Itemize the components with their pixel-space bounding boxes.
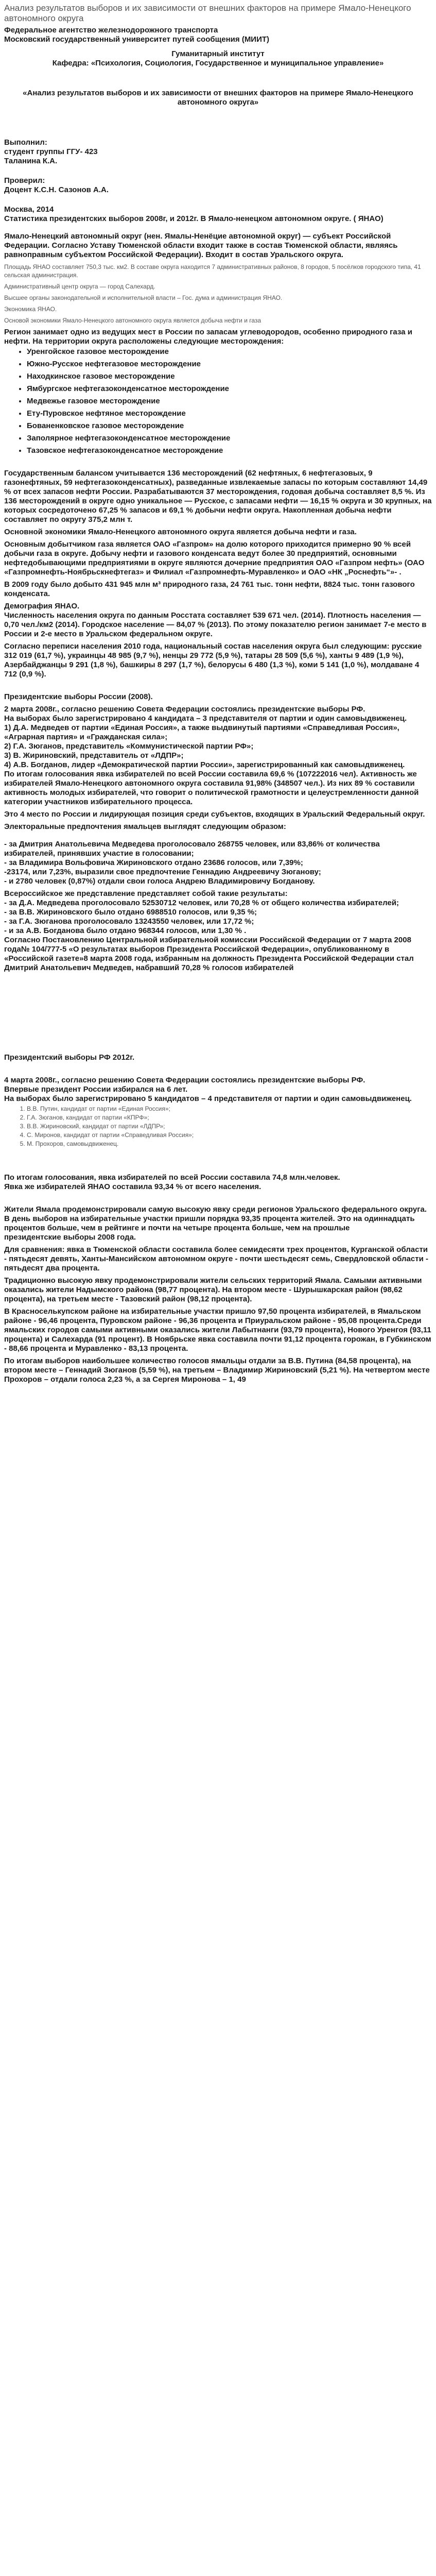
list-item: • Ямбургское нефтегазоконденсатное месторождение bbox=[27, 384, 432, 394]
intro-paragraph: Ямало-Ненецкий автономный округ (нен. Ямалы-Ненёцие автономной округ) — субъект Российской Федерации. Согласно Уставу Тюменской области входит также в состав Тюменской области, являясь равноправным субъектом Российской Федерации). Входит в состав Уральского округа. bbox=[4, 232, 398, 259]
document-title: Анализ результатов выборов и их зависимости от внешних факторов на примере Ямало-Ненецкого автономного округа bbox=[4, 3, 411, 23]
list-item: • Тазовское нефтегазоконденсатное месторождение bbox=[27, 446, 432, 455]
list-item: • Медвежье газовое месторождение bbox=[27, 397, 432, 406]
pres2008-heading: Президентские выборы России (2008). bbox=[4, 692, 153, 701]
candidate-2008-1: 1) Д.А. Медведев от партии «Единая Россия», а также выдвинутый партиями «Справедливая Россия», «Аграрная партия» и «Гражданская сила»; bbox=[4, 723, 399, 741]
pres2012-text2: Впервые президент России избирался на 6 лет. bbox=[4, 1085, 188, 1094]
economy-heading: Экономика ЯНАО. bbox=[4, 306, 57, 313]
turnout-2012-yanao: Явка же избирателей ЯНАО составила 93,34 % от всего населения. bbox=[4, 1182, 261, 1191]
census-paragraph: Согласно переписи населения 2010 года, национальный состав населения округа был следующим: русские 312 019 (61,7 %), украинцы 48 985 (9,7 %), ненцы 29 772 (5,9 %), татары 28 509 (5,6 %), ханты 9 489 (1,9 %), Азербайджанцы 9 291 (1,8 %), башкиры 8 297 (1,7 %), белорусы 6 480 (1,3 %), коми 5 141 (1,0 %), молдаване 4 712 (0,9 %). bbox=[4, 642, 422, 679]
list-item: • Ету-Пуровское нефтяное месторождение bbox=[27, 409, 432, 418]
pres2008-text2: На выборах было зарегистрировано 4 кандидата – 3 представителя от партии и один самовыдвиженец. bbox=[4, 714, 407, 723]
okrug-place: Это 4 место по России и лидирующая позиция среди субъектов, входящих в Уральский Федеральный округ. bbox=[4, 810, 425, 819]
list-item: 2. Г.А. Зюганов, кандидат от партии «КПРФ»; bbox=[27, 1113, 432, 1122]
pres2008-text1: 2 марта 2008г., согласно решению Совета Федерации состоялись президентские выборы РФ. bbox=[4, 705, 365, 714]
performed-label: Выполнил: bbox=[4, 138, 47, 147]
list-item: • Южно-Русское нефтегазовое месторождение bbox=[27, 360, 432, 369]
admin-center: Административный центр округа — город Салехард. bbox=[4, 283, 155, 290]
traditional-paragraph: Традиционно высокую явку продемонстрировали жители сельских территорий Ямала. Самыми активными оказались жители Надымского района (98,77 процента). На втором месте - Шурышкарская район (98,62 процента), на третьем месте - Тазовский район (98,12 процента). bbox=[4, 1276, 422, 1303]
department-name: Кафедра: «Психология, Социология, Государственное и муниципальное управление» bbox=[52, 59, 384, 67]
result-2008-2: - за Владимира Вольфовича Жириновского отдано 23686 голосов, или 7,39%; bbox=[4, 858, 303, 867]
population-paragraph: Численность населения округа по данным Росстата составляет 539 671 чел. (2014). Плотность населения — 0,70 чел./км2 (2014). Городское население — 84,07 % (2013). По этому показателю регион занимает 7-е место в России и 2-е место в Уральском федеральном округе. bbox=[4, 611, 427, 638]
result-2008-1: - за Дмитрия Анатольевича Медведева проголосовало 268755 человек, или 83,86% от количества избирателей, принявших участие в голосовании; bbox=[4, 840, 380, 858]
list-item: 1. В.В. Путин, кандидат от партии «Единая Россия»; bbox=[27, 1105, 432, 1113]
production-2009: В 2009 году было добыто 431 945 млн м³ природного газа, 24 761 тыс. тонн нефти, 8824 тыс. тонн газового конденсата. bbox=[4, 580, 415, 598]
work-title: «Анализ результатов выборов и их зависимости от внешних факторов на примере Ямало-Ненецкого автономного округа» bbox=[23, 89, 413, 107]
pres2012-text3: На выборах было зарегистрировано 5 кандидатов – 4 представителя от партии и один самовыдвиженец. bbox=[4, 1094, 412, 1103]
results-intro: Электоральные предпочтения ямальцев выглядят следующим образом: bbox=[4, 822, 286, 831]
cec-decision: Согласно Постановлению Центральной избирательной комиссии Российской Федерации от 7 марта 2008 года№ 104/777-5 «О результатах выборов Президента Российской Федерации», опубликованному в «Российской газете»8 марта 2008 года, избранным на должность Президента Российской Федерации стал Дмитрий Анатольевич Медведев, набравший 70,28 % голосов избирателей bbox=[4, 936, 414, 972]
final-results: По итогам выборов наибольшее количество голосов ямальцы отдали за В.В. Путина (84,58 процента), на втором месте – Геннадий Зюганов (5,59 %), на третьем – Владимир Жириновский (5,21 %). На четвертом месте Прохоров – отдали голоса 2,23 %, а за Сергея Миронова – 1, 49 bbox=[4, 1357, 430, 1384]
university-name: Московский государственный университет путей сообщения (МИИТ) bbox=[4, 35, 270, 44]
russia-result-2: - за В.В. Жириновского было отдано 6988510 голосов, или 9,35 %; bbox=[4, 908, 257, 917]
student-name: Таланина К.А. bbox=[4, 157, 58, 165]
gazprom-paragraph: Основным добытчиком газа является ОАО «Газпром» на долю которого приходится примерно 90 % всей добычи газа в округе. Добычу нефти и газового конденсата ведут более 30 предприятий, основными нефтедобывающими предприятиями в округе являются дочерние предприятия ОАО «Газпром нефть» (ОАО «Газпромнефть-Ноябрьскнефтегаз» и Филиал «Газпромнефть-Муравленко» и ОАО «НК „Роснефть“»- . bbox=[4, 540, 425, 577]
comparison-paragraph: Для сравнения: явка в Тюменской области составила более семидесяти трех процентов, Курганской области - пятьдесят девять, Ханты-Мансийском автономном округе - почти шестьдесят семь, Свердловской области - пятьдесят два процента. bbox=[4, 1245, 428, 1273]
candidates-2012-list bbox=[4, 1105, 432, 1148]
list-item: 5. М. Прохоров, самовыдвиженец. bbox=[27, 1140, 432, 1148]
demography-heading: Демография ЯНАО. bbox=[4, 602, 80, 611]
area-note: Площадь ЯНАО составляет 750,3 тыс. км2. В составе округа находится 7 административных районов, 8 городов, 5 посёлков городского типа, 41 сельская администрация. bbox=[4, 263, 421, 279]
teacher-name: Доцент К.С.Н. Сазонов А.А. bbox=[4, 185, 109, 194]
russia-result-4: - и за А.В. Богданова было отдано 968344 голосов, или 1,30 % . bbox=[4, 926, 247, 935]
authority-note: Высшее органы законодательной и исполнительной власти – Гос. дума и администрация ЯНАО. bbox=[4, 294, 283, 301]
turnout-2012: По итогам голосования, явка избирателей по всей России составила 74,8 млн.человек. bbox=[4, 1173, 340, 1182]
stats-title: Статистика президентских выборов 2008г, и 2012г. В Ямало-ненецком автономном округе. ( ЯНАО) bbox=[4, 214, 383, 223]
list-item: • Уренгойское газовое месторождение bbox=[27, 347, 432, 357]
fields-list bbox=[4, 347, 432, 455]
list-item: 3. В.В. Жириновский, кандидат от партии «ЛДПР»; bbox=[27, 1122, 432, 1131]
student-group: студент группы ГГУ- 423 bbox=[4, 147, 98, 156]
list-item: • Бованенковское газовое месторождение bbox=[27, 421, 432, 431]
russia-result-1: - за Д.А. Медведева проголосовало 52530712 человек, или 70,28 % от общего количества избирателей; bbox=[4, 899, 399, 907]
checked-label: Проверил: bbox=[4, 176, 45, 185]
russia-result-3: - за Г.А. Зюганова проголосовало 13243550 человек, или 17,72 %; bbox=[4, 917, 254, 926]
candidate-2008-2: 2) Г.А. Зюганов, представитель «Коммунистической партии РФ»; bbox=[4, 742, 254, 751]
turnout-2008: По итогам голосования явка избирателей по всей России составила 69,6 % (107222016 чел). Активность же избирателей Ямало-Ненецкого автономного округа составила 91,98% (348507 чел.). Из них 89 % составили активность молодых избирателей, что говорит о политической грамотности и целеустремленности данной категории участников избирательного процесса. bbox=[4, 770, 419, 806]
list-item: 4. С. Миронов, кандидат от партии «Справедливая Россия»; bbox=[27, 1131, 432, 1140]
candidate-2008-3: 3) В. Жириновский, представитель от «ЛДПР»; bbox=[4, 751, 184, 760]
main-industry: Основной экономики Ямало-Ненецкого автономного округа является добыча нефти и газа. bbox=[4, 528, 357, 536]
economy-base: Основой экономики Ямало-Ненецкого автономного округа является добыча нефти и газа bbox=[4, 317, 261, 324]
agency-name: Федеральное агентство железнодорожного транспорта bbox=[4, 26, 218, 35]
institute-name: Гуманитарный институт bbox=[171, 49, 265, 58]
city-year: Москва, 2014 bbox=[4, 205, 54, 214]
reserves-paragraph: Государственным балансом учитывается 136 месторождений (62 нефтяных, 6 нефтегазовых, 9 газонефтяных, 59 нефтегазоконденсатных), разведанные извлекаемые запасы по которым составляют 14,49 % от всех запасов нефти России. Разрабатываются 37 месторождения, годовая добыча составляет 8,5 %. Из 136 месторождений в округе одно уникальное — Русское, с запасами нефти — 16,15 % округа и 30 крупных, на которых сосредоточено 67,25 % запасов и 69,1 % добычи нефти округа. Накопленная добыча нефти составляет по округу 375,2 млн т. bbox=[4, 469, 432, 524]
list-item: • Находкинское газовое месторождение bbox=[27, 372, 432, 381]
cities-paragraph: В Красноселькупском районе на избирательные участки пришло 97,50 процента избирателей, в Ямальском районе - 96,46 процента, Пуровском районе - 96,36 процента и Приуральском районе - 95,08 процента.Среди ямальских городов самыми активными оказались жители Лабытнанги (93,79 процента), Нового Уренгоя (93,11 процента) и Салехарда (91 процент). В Ноябрьске явка составила почти 91,12 процента горожан, в Губкинском - 88,66 процента и Муравленко - 83,13 процента. bbox=[4, 1307, 431, 1353]
pres2012-text1: 4 марта 2008г., согласно решению Совета Федерации состоялись президентские выборы РФ. bbox=[4, 1076, 365, 1084]
russia-results-intro: Всероссийское же представление представляет собой такие результаты: bbox=[4, 889, 288, 898]
candidate-2008-4: 4) А.В. Богданов, лидер «Демократической партии России», зарегистрированный как самовыдвиженец. bbox=[4, 760, 405, 769]
region-paragraph: Регион занимает одно из ведущих мест в России по запасам углеводородов, особенно природного газа и нефти. На территории округа расположены следующие месторождения: bbox=[4, 328, 412, 346]
list-item: • Заполярное нефтегазоконденсатное месторождение bbox=[27, 434, 432, 443]
activity-paragraph: Жители Ямала продемонстрировали самую высокую явку среди регионов Уральского федерального округа. В день выборов на избирательные участки пришли порядка 93,35 процента жителей. Это на одиннадцать процентов больше, чем в рейтинге и почти на четыре процента больше, чем на прошлые bbox=[4, 1205, 427, 1232]
activity-tail: президентские выборы 2008 года. bbox=[4, 1233, 136, 1242]
result-2008-3: -23174, или 7,23%, выразили свое предпочтение Геннадию Андреевичу Зюганову; bbox=[4, 868, 321, 876]
pres2012-heading: Президентский выборы РФ 2012г. bbox=[4, 1053, 135, 1062]
result-2008-4: - и 2780 человек (0,87%) отдали свои голоса Андрею Владимировичу Богданову. bbox=[4, 877, 315, 886]
